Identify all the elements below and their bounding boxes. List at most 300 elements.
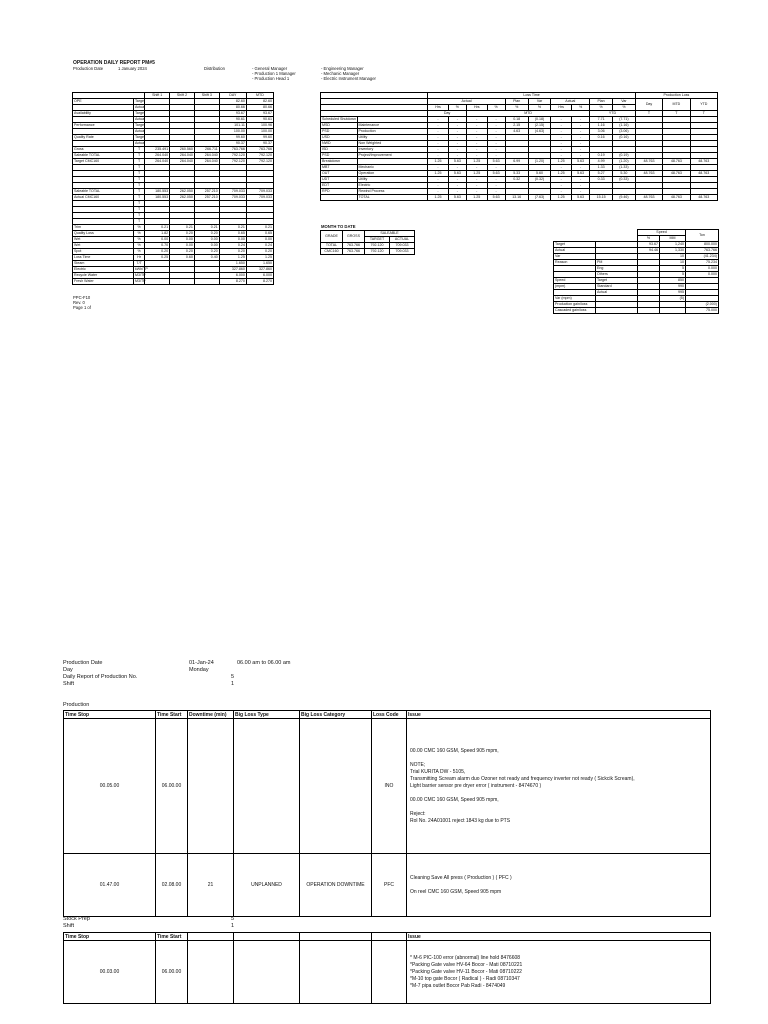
distribution-item: - General Manager (252, 66, 288, 71)
loss-value: - (467, 123, 488, 129)
unit-header: % (487, 105, 505, 111)
mtd-row (321, 249, 415, 255)
loss-value: 5.63 (448, 159, 466, 165)
loss-label: EDT (321, 183, 358, 189)
loss-value: - (551, 165, 572, 171)
period-header: YTD (590, 111, 636, 117)
speed-label: Production gain/loss (554, 302, 596, 308)
pl-unit: T (690, 111, 717, 117)
loss-label: Utility (357, 135, 428, 141)
speed-value: (41.234) (686, 254, 719, 260)
row-value: 709.033 (246, 189, 273, 195)
loss-label: MSD (321, 123, 358, 129)
loss-value: (2.15) (528, 123, 551, 129)
row-value: 264.040 (170, 159, 195, 165)
row-value: 80.66 (246, 105, 273, 111)
sub-header: Var (528, 99, 551, 105)
info-value: Monday (189, 667, 209, 673)
loss-value: 3.06 (590, 129, 613, 135)
row-unit: Actual (134, 105, 145, 109)
distribution-item: - Production 1 Manager (252, 71, 296, 76)
row-value: 93.67 (219, 111, 246, 117)
speed-unit: MM (660, 236, 686, 242)
row-value: 763.766 (246, 147, 273, 153)
row-value: 0.70 (145, 243, 170, 249)
distribution-item: - Mechanic Manager (321, 71, 360, 76)
info-extra: 06.00 am to 06.00 am (237, 660, 291, 666)
log-dt: 21 (188, 854, 234, 917)
mtd-subheader: TARGET (365, 237, 390, 243)
loss-value: - (448, 129, 466, 135)
loss-value: - (428, 165, 449, 171)
row-value: 90.37 (219, 141, 246, 147)
loss-value: - (487, 153, 505, 159)
log-type: UNPLANNED (234, 854, 300, 917)
speed-label: Var (554, 254, 596, 260)
row-label: Target CMC160 (73, 159, 134, 165)
row-value: 1.82 (145, 231, 170, 237)
loss-label: Inventory (357, 147, 428, 153)
row-value: 0.00 (219, 237, 246, 243)
mtd-value: 792.120 (365, 249, 390, 255)
loss-value: - (448, 141, 466, 147)
loss-value: - (467, 165, 488, 171)
row-value: 82.60 (246, 99, 273, 105)
period-header: MTD (467, 111, 590, 117)
row-value: 0.20 (194, 231, 219, 237)
loss-value: 5.60 (528, 171, 551, 177)
loss-value: 1.25 (551, 159, 572, 165)
loss-value: - (571, 165, 589, 171)
row-value: 709.033 (246, 195, 273, 201)
row-value: 792.120 (219, 153, 246, 159)
loss-value: 5.63 (448, 195, 466, 201)
speed-value: (2.000) (686, 302, 719, 308)
row-unit: T (133, 201, 144, 207)
loss-time-table (320, 92, 718, 201)
mtd-header: GROSS (343, 231, 365, 243)
row-value: 0.65 (219, 231, 246, 237)
info-label: Production Date (63, 660, 103, 666)
loss-value: - (551, 153, 572, 159)
loss-value: (7.71) (613, 117, 636, 123)
footer-line: Page 1 of (73, 305, 91, 310)
stock-start: 06.00.00 (156, 941, 188, 1004)
row-label: Availability (73, 111, 134, 117)
form-footer (73, 295, 91, 310)
log-header: Loss Code (372, 711, 407, 719)
loss-value: 1.25 (428, 195, 449, 201)
loss-value: (0.18) (528, 117, 551, 123)
loss-value: - (428, 153, 449, 159)
loss-value: - (448, 147, 466, 153)
section-title: Production (63, 702, 90, 708)
row-unit: Hr (133, 255, 144, 261)
issue-line (410, 804, 707, 811)
loss-value: 4.99 (590, 159, 613, 165)
row-unit: Target (134, 99, 145, 103)
speed-label (596, 308, 638, 314)
row-value: 262.050 (170, 195, 195, 201)
loss-value: 5.63 (571, 195, 589, 201)
speed-value: 995 (660, 290, 686, 296)
speed-value: 10 (660, 260, 686, 266)
speed-unit: % (638, 236, 660, 242)
distribution-label: Distribution (204, 66, 225, 71)
row-value: 264.040 (170, 153, 195, 159)
row-label: Quality Loss (73, 231, 134, 237)
loss-label: RPD (321, 189, 358, 195)
row-label: Saleable TOTAL (73, 153, 134, 159)
issue-line: Cleaning Save All press ( Production ) ( PFC ) (410, 874, 512, 881)
row-unit: M3/TP (134, 279, 146, 283)
row-unit: T (133, 159, 144, 165)
row-value: 8.270 (246, 279, 273, 285)
loss-value: 0.33 (590, 177, 613, 183)
row-value: 257.210 (194, 189, 219, 195)
row-value: 0.24 (246, 243, 273, 249)
row-label: Trim (73, 225, 134, 231)
issue-line: 00.00 CMC 160 GSM, Speed 905 mpm, (410, 747, 499, 754)
unit-header: % (528, 105, 551, 111)
stock-blank (372, 941, 407, 1004)
loss-value: 5.63 (487, 159, 505, 165)
log-stop: 00.05.00 (64, 719, 156, 854)
issue-line (410, 882, 707, 889)
mtd-subheader: ACTUAL (390, 237, 415, 243)
mtd-value: 792.120 (365, 243, 390, 249)
row-value (170, 279, 195, 285)
loss-value: 2.15 (505, 123, 528, 129)
speed-ton-table (553, 229, 719, 314)
distribution-item: - Production Head 1 (252, 76, 290, 81)
loss-value: - (571, 123, 589, 129)
speed-value: 94.46 (638, 248, 660, 254)
loss-value: - (428, 129, 449, 135)
row-value: 0.40 (194, 255, 219, 261)
speed-value: 1,240 (660, 242, 686, 248)
loss-value: 1.25 (428, 171, 449, 177)
row-value: 82.60 (219, 99, 246, 105)
log-issue (407, 854, 711, 917)
mtd-header: GRADE (321, 231, 343, 243)
stock-blank (300, 941, 372, 1004)
loss-value: - (448, 165, 466, 171)
loss-label: PSD (321, 153, 358, 159)
row-value: 99.60 (219, 135, 246, 141)
speed-value: 93.67 (638, 242, 660, 248)
log-type (234, 719, 300, 854)
loss-value: - (467, 183, 488, 189)
loss-value: - (551, 189, 572, 195)
loss-label: Production (357, 129, 428, 135)
loss-value: - (467, 189, 488, 195)
issue-line: Reject: (410, 810, 426, 817)
row-unit: % (133, 231, 144, 237)
loss-value: 48.763 (635, 159, 662, 165)
stock-prep-value: 5 (231, 916, 235, 922)
row-unit: T (133, 189, 144, 195)
row-value: 100.96 (246, 123, 273, 129)
loss-value: - (487, 147, 505, 153)
shift-summary-table (72, 92, 274, 285)
row-unit: T/T (133, 261, 144, 267)
loss-value: - (571, 147, 589, 153)
speed-header: Speed (638, 230, 686, 236)
loss-label: UDT (321, 177, 358, 183)
row-value: 0.65 (246, 231, 273, 237)
sub-header: Plan (505, 99, 528, 105)
log-cat: OPERATION DOWNTIME (300, 854, 372, 917)
loss-value: - (551, 117, 572, 123)
row-value: 327.860 (219, 267, 246, 273)
loss-label: Mechanic (357, 165, 428, 171)
log-cat (300, 719, 372, 854)
loss-value: - (571, 183, 589, 189)
speed-row (554, 308, 719, 314)
row-value: 0.20 (145, 249, 170, 255)
row-unit: T (133, 219, 144, 225)
row-label: Actual CMC160 (73, 195, 134, 201)
speed-label: Reason (554, 260, 596, 266)
loss-value: 48.763 (635, 171, 662, 177)
loss-value: - (428, 141, 449, 147)
loss-value: 5.30 (613, 171, 636, 177)
loss-value: 1.25 (467, 171, 488, 177)
pl-col: MTD (663, 99, 690, 111)
row-value: 0.00 (246, 237, 273, 243)
loss-value: - (571, 141, 589, 147)
row-value: 0.21 (194, 225, 219, 231)
loss-value: (0.32) (528, 177, 551, 183)
stock-issue (407, 941, 711, 1004)
unit-header: % (505, 105, 528, 111)
production-date-label: Production Date (73, 66, 104, 71)
row-value: 6.000 (219, 273, 246, 279)
row-value: 0.20 (219, 249, 246, 255)
row-label: OPE (73, 99, 134, 105)
loss-value: - (467, 141, 488, 147)
info-label: Day (63, 667, 73, 673)
log-stop: 01.47.00 (64, 854, 156, 917)
row-unit: T (133, 171, 144, 177)
loss-value: - (487, 117, 505, 123)
issue-line: * M-6 PIC-100 error (abnormal) line hold 8476608 (410, 954, 521, 961)
stock-stop: 00.03.00 (64, 941, 156, 1004)
loss-value: 1.33 (590, 165, 613, 171)
row-value: 99.60 (246, 135, 273, 141)
row-value: 180.553 (145, 195, 170, 201)
row-value: 0.21 (145, 225, 170, 231)
loss-value: - (571, 117, 589, 123)
row-value: 792.120 (246, 153, 273, 159)
row-value: 100.00 (246, 129, 273, 135)
loss-time-title: Loss Time (428, 93, 636, 99)
loss-label: TOTAL (357, 195, 428, 201)
page2-info (63, 660, 291, 688)
row-value: 1.650 (219, 261, 246, 267)
speed-value (660, 308, 686, 314)
log-issue (407, 719, 711, 854)
loss-value: - (487, 183, 505, 189)
info-value: 1 (231, 681, 235, 687)
mtd-header: SALEABLE (365, 231, 415, 237)
loss-value: 5.27 (590, 171, 613, 177)
mtd-value: 763.766 (343, 249, 365, 255)
col-header: Shift 1 (145, 93, 170, 99)
row-value: 0.00 (145, 237, 170, 243)
loss-value: 7.71 (590, 117, 613, 123)
mtd-value: 709.033 (390, 243, 415, 249)
speed-label: Others (596, 272, 638, 278)
loss-label: MBT (321, 165, 358, 171)
stock-prep-info (63, 916, 234, 930)
loss-label: Non Weighted (357, 141, 428, 147)
row-unit: Actual (134, 141, 145, 145)
loss-value: (0.33) (613, 177, 636, 183)
log-header: Big Loss Type (234, 711, 300, 719)
loss-value: (1.16) (613, 123, 636, 129)
row-value: 93.67 (246, 111, 273, 117)
loss-value: 0.19 (590, 153, 613, 159)
loss-value: (3.06) (613, 129, 636, 135)
info-label: Shift (63, 681, 75, 687)
loss-value: - (448, 123, 466, 129)
loss-value: 48.763 (690, 195, 717, 201)
row-value: 90.61 (246, 117, 273, 123)
row-value: 709.033 (219, 189, 246, 195)
loss-label: Operation (357, 171, 428, 177)
row-value: 80.66 (219, 105, 246, 111)
col-header: Shift 2 (170, 93, 195, 99)
mtd-grade: TOTAL (321, 243, 343, 249)
row-value: 264.040 (194, 159, 219, 165)
loss-value: - (487, 165, 505, 171)
loss-value: - (571, 153, 589, 159)
loss-value: - (448, 189, 466, 195)
sub-header: Actual (428, 99, 506, 105)
stock-blank (188, 941, 234, 1004)
stock-row (64, 941, 711, 1004)
row-label: Quality Rate (73, 135, 134, 141)
issue-line: On reel CMC 160 GSM, Speed 905 mpm (410, 888, 502, 895)
loss-value: 5.63 (448, 171, 466, 177)
issue-line: *Packing Gate valve HV-11 Bocor - Mati 08710222 (410, 968, 522, 975)
row-value: 763.766 (219, 147, 246, 153)
issue-line: 00.00 CMC 160 GSM, Speed 905 mpm, (410, 796, 499, 803)
loss-row (321, 195, 718, 201)
row-value: 0.20 (194, 249, 219, 255)
row-unit: T (133, 177, 144, 183)
loss-value: - (467, 117, 488, 123)
row-unit: Target (134, 111, 145, 115)
sub-header: Plan (590, 99, 613, 105)
row-value: 792.120 (219, 159, 246, 165)
loss-value: (0.19) (613, 153, 636, 159)
row-value (194, 279, 219, 285)
row-value: 0.20 (170, 231, 195, 237)
loss-value: (1.20) (528, 159, 551, 165)
loss-label: OUT (321, 171, 358, 177)
footer-line: PPC-F10 (73, 295, 91, 300)
row-unit: Actual (134, 117, 145, 121)
row-value: 0.00 (194, 237, 219, 243)
row-value: 0.21 (246, 225, 273, 231)
issue-line: Trial KURITA DW - 5105, (410, 768, 466, 775)
speed-label: Var (mpm) (554, 296, 596, 302)
loss-label: Breakdown (321, 159, 358, 165)
loss-value: - (428, 123, 449, 129)
speed-label: PM (596, 260, 638, 266)
loss-value: - (487, 129, 505, 135)
row-value: 262.050 (170, 189, 195, 195)
row-value: 0.21 (219, 225, 246, 231)
speed-value: 75.000 (686, 308, 719, 314)
loss-value: - (551, 135, 572, 141)
speed-label: (mpm) (554, 284, 596, 290)
loss-value: - (448, 153, 466, 159)
loss-value: - (571, 189, 589, 195)
speed-value: 5 (660, 272, 686, 278)
issue-line: Transmitting Scream alarm duo Ozoner not ready and frequency inverter not ready ( Sickcik Scream), (410, 775, 635, 782)
loss-value: 48.763 (690, 159, 717, 165)
ton-header: Ton (686, 230, 719, 242)
loss-label: Scheduled Shutdown (322, 117, 356, 121)
loss-value: (7.63) (528, 195, 551, 201)
loss-value: 48.763 (635, 195, 662, 201)
mtd-title: MONTH TO DATE (321, 224, 356, 229)
loss-value: - (571, 129, 589, 135)
unit-header: % (448, 105, 466, 111)
issue-line: *Packing Gate valve HV-64 Bocor - Mati 08710221 (410, 961, 523, 968)
info-value: 5 (231, 674, 235, 680)
pl-unit: T (663, 111, 690, 117)
row-unit: T (133, 165, 144, 171)
speed-label: Actual (554, 248, 596, 254)
col-header: DAY (219, 93, 246, 99)
loss-value: - (467, 177, 488, 183)
row-value: 0.24 (219, 243, 246, 249)
row-value: 266.711 (194, 147, 219, 153)
issue-line: Rol No. 24A01001 reject 1843 kg due to PTS (410, 817, 511, 824)
loss-value: (1.20) (613, 159, 636, 165)
loss-value: - (551, 129, 572, 135)
row-unit: kWh/TP (134, 267, 148, 271)
month-to-date-table (320, 230, 415, 255)
row-value: 1.650 (246, 261, 273, 267)
loss-value: - (487, 135, 505, 141)
log-dt (188, 719, 234, 854)
loss-label: PSD (321, 129, 358, 135)
loss-label: USD (321, 135, 358, 141)
production-log-table (63, 710, 711, 917)
row-value: 101.11 (219, 123, 246, 129)
row-label: Saleable TOTAL (73, 189, 134, 195)
loss-value: 0.18 (505, 117, 528, 123)
row-unit: T (133, 147, 144, 153)
log-start: 02.08.00 (156, 854, 188, 917)
row-value: 264.040 (145, 153, 170, 159)
pl-unit: T (635, 111, 662, 117)
loss-value: - (487, 177, 505, 183)
pl-col: YTD (690, 99, 717, 111)
loss-value: (4.63) (528, 129, 551, 135)
issue-line: *M-10 top gate Bocor ( Radical ) - Radi 08710347 (410, 975, 520, 982)
loss-value: 15.15 (590, 195, 613, 201)
row-value: 180.553 (145, 189, 170, 195)
row-label: Spot (73, 249, 134, 255)
log-header: Time Start (156, 711, 188, 719)
